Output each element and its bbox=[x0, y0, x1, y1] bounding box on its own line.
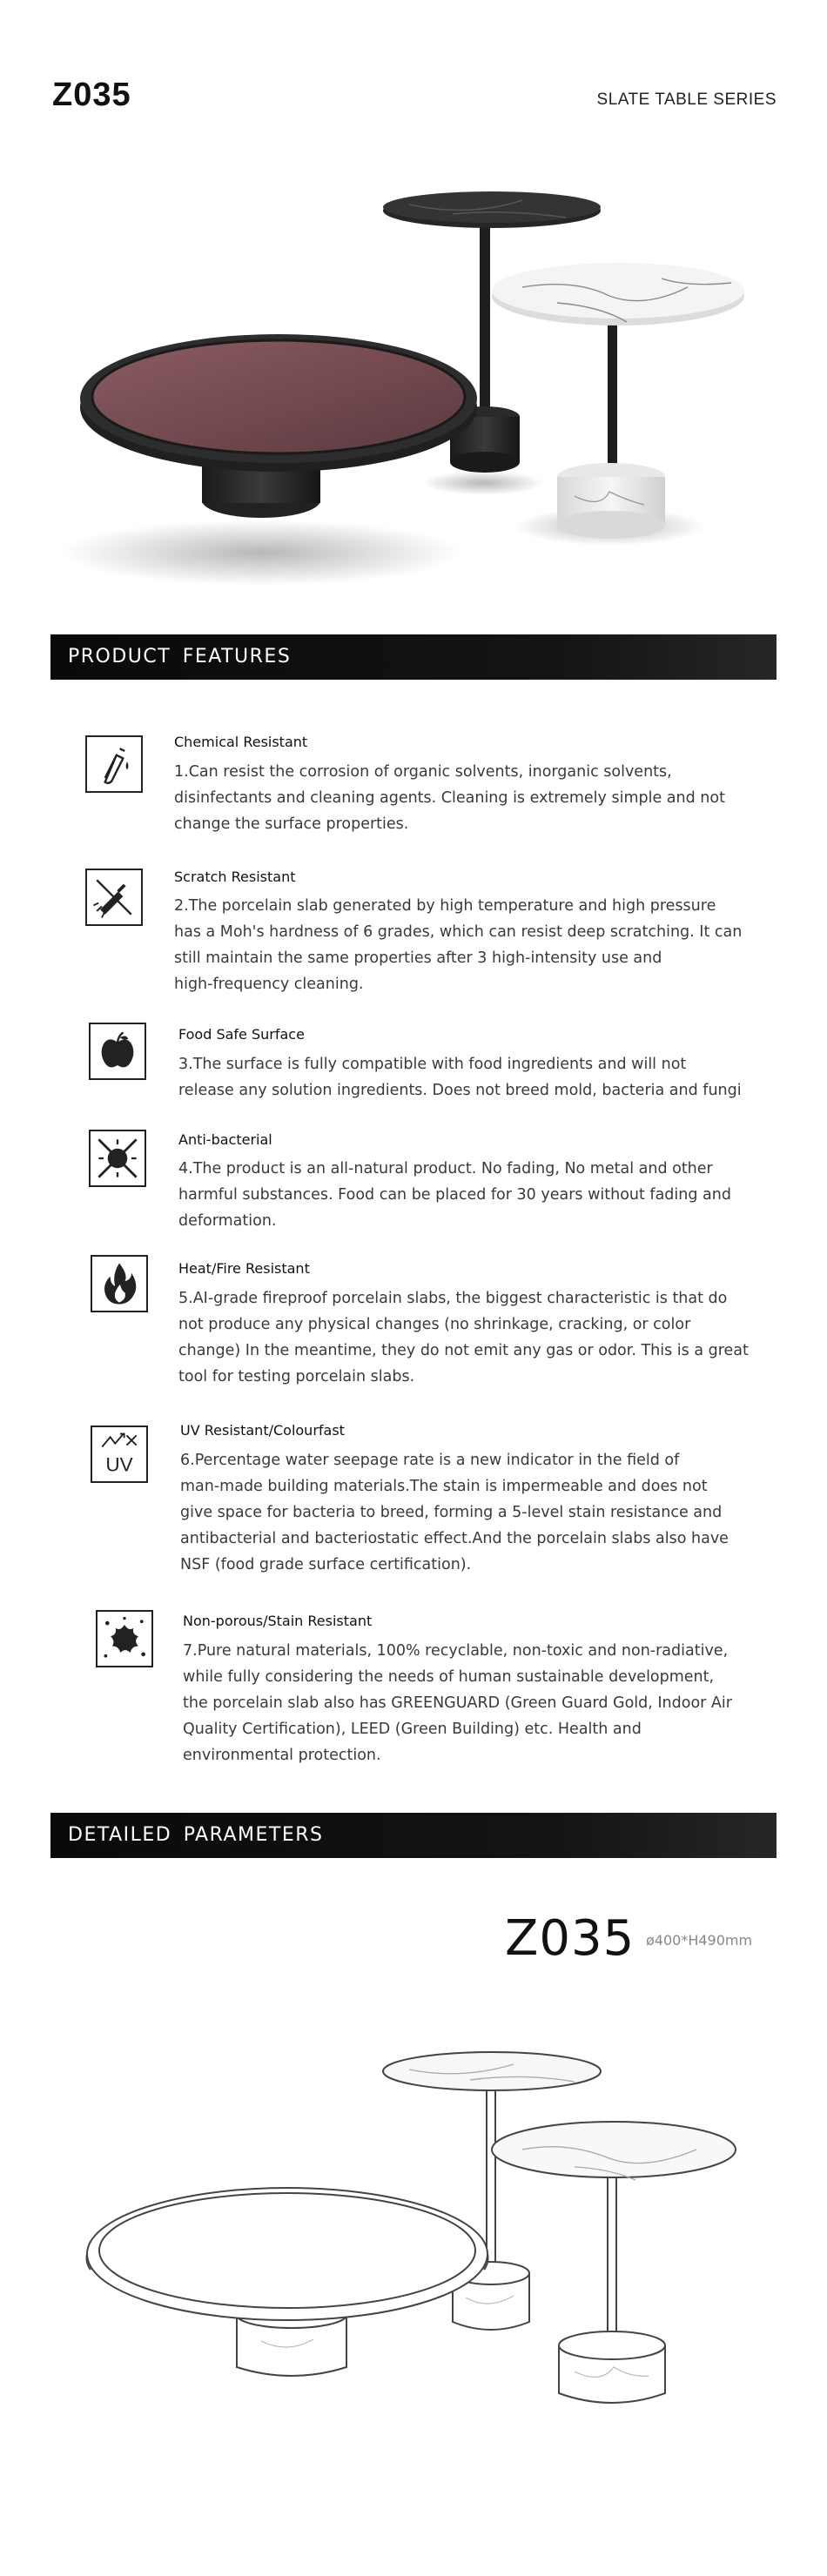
feature-description: 5.AI-grade fireproof porcelain slabs, the biggest characteristic is that do not produce any physical changes (no shrinkage, cracking, or color change) In the meantime, they do not emit any gas or odor. This is a great tool for testing porcelain slabs. bbox=[178, 1290, 749, 1385]
no-bacteria-icon bbox=[89, 1130, 146, 1187]
flame-icon bbox=[91, 1255, 148, 1312]
model-code: Z035 bbox=[52, 77, 131, 113]
feature-description: 4.The product is an all-natural product. No fading, No metal and other harmful substances. Food can be placed for 30 years without fading and deformation. bbox=[178, 1160, 731, 1230]
apple-icon bbox=[89, 1023, 146, 1080]
uv-icon bbox=[91, 1426, 148, 1483]
series-name: SLATE TABLE SERIES bbox=[596, 91, 777, 109]
feature-description: 7.Pure natural materials, 100% recyclable, non-toxic and non-radiative, while fully considering the needs of human sustainable development, the porcelain slab also has GREENGUARD (Green Guard Gold, Indoor Air Quality Certification), LEED (Green Building) etc. Health and environmental protection. bbox=[183, 1642, 732, 1764]
scratch-knife-icon bbox=[85, 869, 143, 926]
feature-description: 6.Percentage water seepage rate is a new indicator in the field of man-made building materials.The stain is impermeable and does not give space for bacteria to breed, forming a 5-level stain resistance and antibacterial and bacteriostatic effect.And the porcelain slabs also have NSF (food grade surface certification). bbox=[180, 1452, 729, 1573]
chemical-flask-icon bbox=[85, 735, 143, 793]
feature-title: Food Safe Surface bbox=[178, 1026, 305, 1043]
hero-product-image bbox=[0, 157, 827, 644]
param-dimensions: ø400*H490mm bbox=[646, 1932, 753, 1949]
param-model-code: Z035 bbox=[505, 1910, 635, 1967]
feature-description: 3.The surface is fully compatible with food ingredients and will not release any solution ingredients. Does not breed mold, bacteria and fungi bbox=[178, 1056, 742, 1099]
feature-title: Non-porous/Stain Resistant bbox=[183, 1613, 373, 1629]
feature-title: Heat/Fire Resistant bbox=[178, 1260, 310, 1277]
product-features-title: PRODUCT FEATURES bbox=[68, 646, 292, 667]
detailed-parameters-title: DETAILED PARAMETERS bbox=[68, 1824, 324, 1846]
product-features-header bbox=[50, 634, 777, 680]
line-drawing-image bbox=[0, 2019, 827, 2576]
feature-title: Scratch Resistant bbox=[174, 869, 296, 885]
feature-description: 2.The porcelain slab generated by high temperature and high pressure has a Moh's hardness of 6 grades, which can resist deep scratching. It can still maintain the same properties after 3 high-intensity use and high-frequency cleaning. bbox=[174, 897, 743, 993]
feature-title: Chemical Resistant bbox=[174, 734, 308, 750]
feature-title: Anti-bacterial bbox=[178, 1131, 272, 1148]
feature-title: UV Resistant/Colourfast bbox=[180, 1422, 345, 1439]
feature-description: 1.Can resist the corrosion of organic solvents, inorganic solvents, disinfectants and cleaning agents. Cleaning is extremely simple and not change the surface properties. bbox=[174, 763, 725, 833]
detailed-parameters-header bbox=[50, 1813, 777, 1858]
svg-text:UV: UV bbox=[105, 1453, 133, 1476]
stain-splash-icon bbox=[96, 1610, 153, 1667]
